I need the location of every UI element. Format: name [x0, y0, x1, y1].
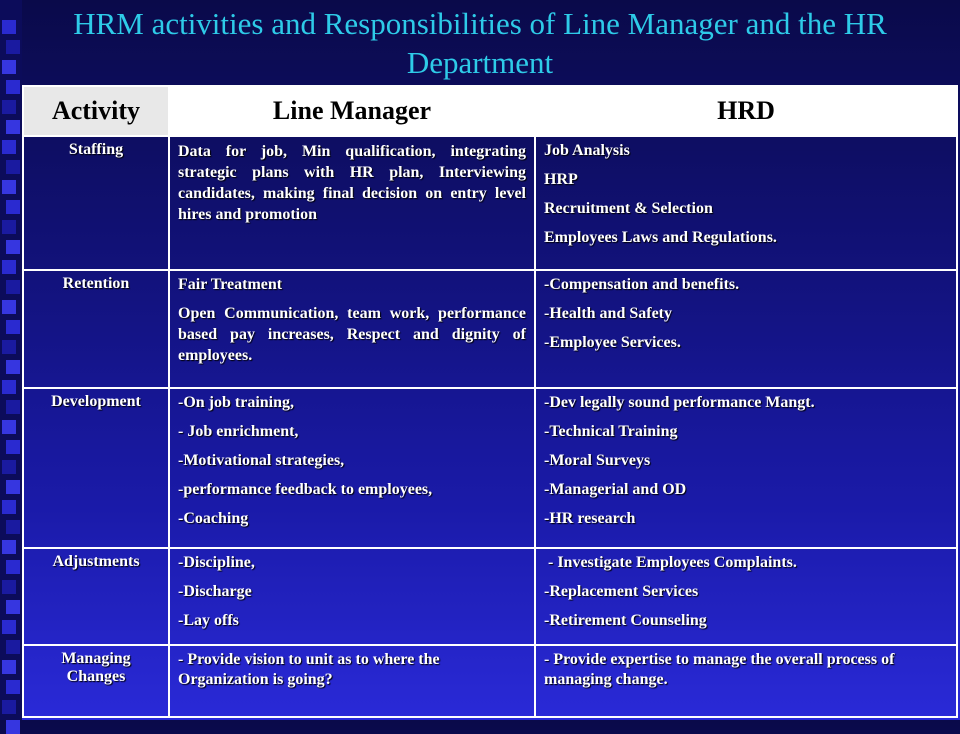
activity-cell: Retention	[23, 270, 169, 388]
header-row	[23, 86, 957, 136]
decorative-square	[6, 120, 20, 134]
table-row	[23, 136, 957, 270]
list-item: - Provide expertise to manage the overall process of managing change.	[544, 651, 895, 688]
list-item: Data for job, Min qualification, integrating strategic plans with HR plan, Interviewing candidates, making final decision on entry level hires and promotion	[178, 143, 526, 223]
responsibilities-table	[22, 85, 958, 718]
header-activity: Activity	[23, 86, 169, 136]
decorative-square	[2, 140, 16, 154]
decorative-square	[6, 400, 20, 414]
decorative-square	[2, 540, 16, 554]
decorative-square	[6, 200, 20, 214]
table-row	[23, 388, 957, 548]
hrd-cell	[535, 136, 957, 270]
hrd-cell	[535, 388, 957, 548]
list-item: -Technical Training	[544, 423, 678, 440]
decorative-square	[6, 440, 20, 454]
decorative-square	[2, 420, 16, 434]
line-manager-cell	[169, 136, 535, 270]
list-item: HRP	[544, 171, 578, 188]
decorative-square	[6, 480, 20, 494]
list-item: Fair Treatment	[178, 276, 283, 293]
list-item: -Dev legally sound performance Mangt.	[544, 394, 815, 411]
list-item: Job Analysis	[544, 142, 630, 159]
list-item: -Motivational strategies,	[178, 452, 345, 469]
decorative-square	[2, 380, 16, 394]
decorative-square	[2, 180, 16, 194]
table-row	[23, 548, 957, 645]
decorative-square	[2, 300, 16, 314]
hrd-cell	[535, 548, 957, 645]
line-manager-cell	[169, 548, 535, 645]
list-item: - Job enrichment,	[178, 423, 299, 440]
list-item: -Managerial and OD	[544, 481, 687, 498]
decorative-square	[6, 520, 20, 534]
decorative-square	[2, 100, 16, 114]
header-hrd: HRD	[535, 86, 957, 136]
decorative-square	[6, 680, 20, 694]
slide-title: HRM activities and Responsibilities of Line Manager and the HR Department	[73, 6, 887, 80]
list-item: -performance feedback to employees,	[178, 481, 433, 498]
decorative-square	[2, 260, 16, 274]
list-item: -Retirement Counseling	[544, 612, 707, 629]
decorative-square	[6, 80, 20, 94]
activity-cell: Development	[23, 388, 169, 548]
decorative-square	[2, 340, 16, 354]
list-item: -Compensation and benefits.	[544, 276, 740, 293]
list-item: Open Communication, team work, performance based pay increases, Respect and dignity of employees.	[178, 305, 526, 364]
decorative-square	[6, 320, 20, 334]
list-item: - Investigate Employees Complaints.	[544, 554, 797, 571]
line-manager-cell	[169, 388, 535, 548]
decorative-square	[6, 240, 20, 254]
decorative-square	[2, 660, 16, 674]
decorative-square	[2, 700, 16, 714]
list-item: Recruitment & Selection	[544, 200, 713, 217]
decorative-square	[6, 720, 20, 734]
decorative-square	[6, 560, 20, 574]
hrd-cell	[535, 270, 957, 388]
line-manager-cell	[169, 270, 535, 388]
list-item: - Provide vision to unit as to where the Organization is going?	[178, 651, 440, 688]
list-item: -Replacement Services	[544, 583, 699, 600]
decorative-square	[6, 640, 20, 654]
decorative-square	[2, 620, 16, 634]
list-item: -Health and Safety	[544, 305, 672, 322]
list-item: -Coaching	[178, 510, 249, 527]
header-line-manager: Line Manager	[169, 86, 535, 136]
list-item: -Discharge	[178, 583, 252, 600]
decorative-square	[2, 580, 16, 594]
decorative-square	[6, 360, 20, 374]
decorative-square	[2, 220, 16, 234]
decorative-square	[6, 600, 20, 614]
list-item: -HR research	[544, 510, 636, 527]
decorative-square	[6, 280, 20, 294]
line-manager-cell	[169, 645, 535, 717]
list-item: Employees Laws and Regulations.	[544, 229, 777, 246]
list-item: -Moral Surveys	[544, 452, 651, 469]
table-row	[23, 645, 957, 717]
activity-cell: Adjustments	[23, 548, 169, 645]
list-item: -On job training,	[178, 394, 295, 411]
decorative-square	[6, 160, 20, 174]
decorative-square	[2, 460, 16, 474]
list-item: -Lay offs	[178, 612, 239, 629]
hrd-cell	[535, 645, 957, 717]
list-item: -Discipline,	[178, 554, 255, 571]
activity-cell: Staffing	[23, 136, 169, 270]
table-row	[23, 270, 957, 388]
list-item: -Employee Services.	[544, 334, 681, 351]
activity-cell: Managing Changes	[23, 645, 169, 717]
decorative-square	[2, 500, 16, 514]
